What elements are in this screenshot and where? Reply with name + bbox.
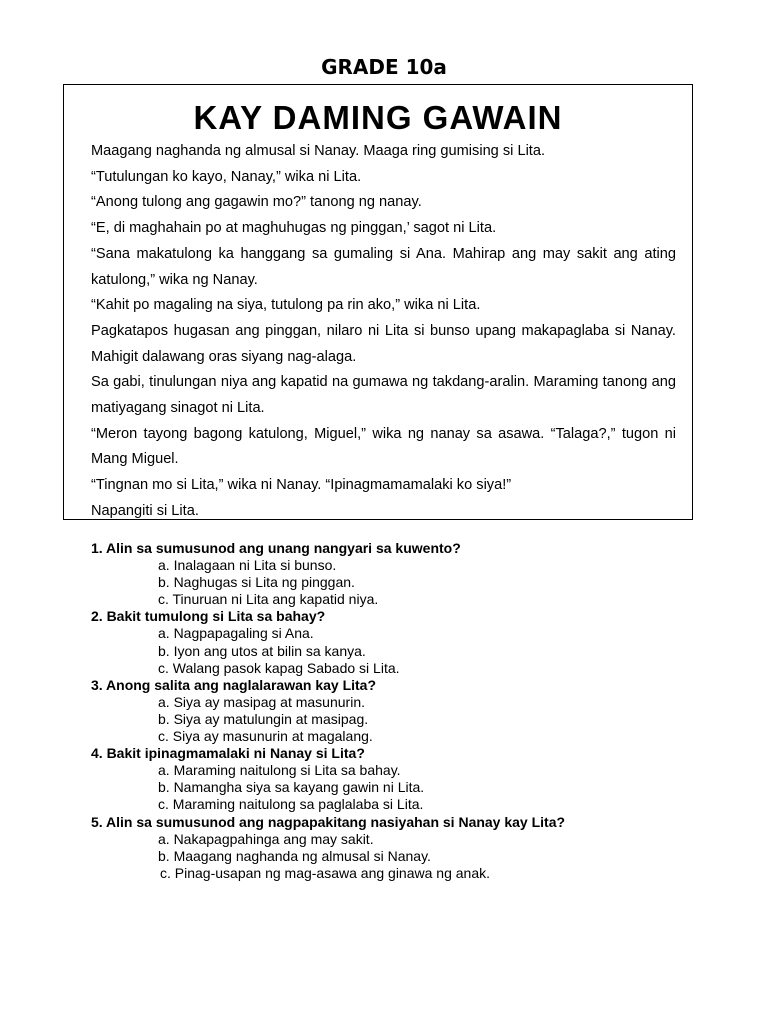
answer-choice: b. Namangha siya sa kayang gawin ni Lita. xyxy=(158,779,425,796)
question-4 xyxy=(91,745,711,813)
story-paragraph: “Anong tulong ang gagawin mo?” tanong ng nanay. xyxy=(91,194,422,211)
story-paragraph: “Tingnan mo si Lita,” wika ni Nanay. “Ipinagmamamalaki ko siya!” xyxy=(91,477,512,494)
question-text: 4. Bakit ipinagmamalaki ni Nanay si Lita? xyxy=(91,745,365,762)
answer-choice: a. Nagpapagaling si Ana. xyxy=(158,625,314,642)
answer-choice: a. Inalagaan ni Lita si bunso. xyxy=(158,557,337,574)
question-5 xyxy=(91,814,711,882)
answer-choice: c. Pinag-usapan ng mag-asawa ang ginawa ng anak. xyxy=(160,864,490,881)
story-paragraph: “Sana makatulong ka hanggang sa gumaling si Ana. Mahirap ang may sakit ang ating katulong,” wika ng Nanay. xyxy=(91,245,676,288)
question-2 xyxy=(91,608,711,676)
question-text: 5. Alin sa sumusunod ang nagpapakitang nasiyahan si Nanay kay Lita? xyxy=(91,813,566,830)
answer-choice: c. Walang pasok kapag Sabado si Lita. xyxy=(158,659,400,676)
story-paragraph: Napangiti si Lita. xyxy=(91,502,199,519)
story-paragraph: Sa gabi, tinulungan niya ang kapatid na gumawa ng takdang-aralin. Maraming tanong ang matiyagang sinagot ni Lita. xyxy=(91,374,676,417)
question-text: 1. Alin sa sumusunod ang unang nangyari sa kuwento? xyxy=(91,540,461,556)
question-text: 2. Bakit tumulong si Lita sa bahay? xyxy=(91,608,326,625)
story-body xyxy=(91,139,676,525)
answer-choice: b. Siya ay matulungin at masipag. xyxy=(158,710,369,727)
story-title: KAY DAMING GAWAIN xyxy=(193,99,563,136)
answer-choice: b. Maagang naghanda ng almusal si Nanay. xyxy=(158,847,431,864)
grade-label: GRADE 10a xyxy=(321,55,447,79)
answer-choice: b. Iyon ang utos at bilin sa kanya. xyxy=(158,642,366,659)
questions-list xyxy=(91,540,711,882)
answer-choice: a. Maraming naitulong si Lita sa bahay. xyxy=(158,762,401,779)
story-paragraph: “E, di maghahain po at maghuhugas ng pinggan,’ sagot ni Lita. xyxy=(91,220,497,237)
answer-choice: a. Nakapagpahinga ang may sakit. xyxy=(158,830,374,847)
answer-choice: b. Naghugas si Lita ng pinggan. xyxy=(158,574,355,591)
answer-choice: c. Maraming naitulong sa paglalaba si Lita. xyxy=(158,796,424,813)
story-box xyxy=(63,84,693,520)
answer-choice: c. Tinuruan ni Lita ang kapatid niya. xyxy=(158,591,379,608)
answer-choice: c. Siya ay masunurin at magalang. xyxy=(158,728,373,745)
story-paragraph: “Meron tayong bagong katulong, Miguel,” wika ng nanay sa asawa. “Talaga?,” tugon ni Mang Miguel. xyxy=(91,425,676,468)
story-paragraph: “Tutulungan ko kayo, Nanay,” wika ni Lita. xyxy=(91,168,362,185)
question-3 xyxy=(91,677,711,745)
story-paragraph: “Kahit po magaling na siya, tutulong pa rin ako,” wika ni Lita. xyxy=(91,297,481,314)
question-text: 3. Anong salita ang naglalarawan kay Lita? xyxy=(91,676,377,693)
question-1 xyxy=(91,540,711,608)
answer-choice: a. Siya ay masipag at masunurin. xyxy=(158,693,365,710)
story-paragraph: Pagkatapos hugasan ang pinggan, nilaro ni Lita si bunso upang makapaglaba si Nanay. Mahigit dalawang oras siyang nag-alaga. xyxy=(91,322,676,365)
story-paragraph: Maagang naghanda ng almusal si Nanay. Maaga ring gumising si Lita. xyxy=(91,143,546,159)
